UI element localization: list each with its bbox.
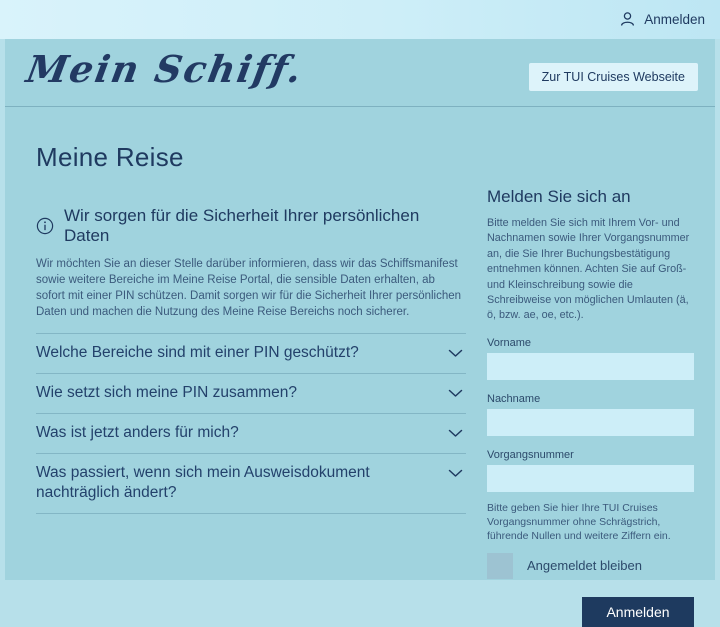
faq-item-pin-composition[interactable] (36, 374, 466, 414)
remember-me-label: Angemeldet bleiben (527, 558, 642, 574)
nachname-input[interactable] (487, 409, 694, 436)
security-notice-body: Wir möchten Sie an dieser Stelle darüber informieren, dass wir das Schiffsmanifest sowie weitere Bereiche im Meine Reise Portal, die sensible Daten erhalten, ab sofort mit einer PIN schützen. Damit sorgen wir für die Sicherheit Ihrer persönlichen Daten und machen die Nutzung des Meine Reise Bereichs noch sicherer. (36, 258, 462, 318)
vorgangsnummer-hint: Bitte geben Sie hier Ihre TUI Cruises Vorgangsnummer ohne Schrägstrich, führende Nullen und weitere Ziffern ein. (487, 501, 671, 543)
login-panel-title: Melden Sie sich an (487, 187, 631, 206)
login-panel (487, 187, 694, 627)
faq-item-whats-different[interactable] (36, 414, 466, 454)
chevron-down-icon (448, 463, 466, 483)
faq-accordion (36, 333, 466, 514)
vorname-input[interactable] (487, 353, 694, 380)
login-submit-button[interactable]: Anmelden (582, 597, 694, 627)
faq-question: Was ist jetzt anders für mich? (36, 424, 239, 441)
info-column (36, 206, 466, 514)
topbar-signin-link[interactable] (619, 0, 705, 39)
tui-cruises-website-button[interactable]: Zur TUI Cruises Webseite (529, 63, 698, 91)
nachname-label: Nachname (487, 392, 541, 405)
chevron-down-icon (448, 343, 466, 363)
faq-question: Welche Bereiche sind mit einer PIN geschützt? (36, 344, 359, 361)
vorgangsnummer-input[interactable] (487, 465, 694, 492)
user-icon (619, 11, 636, 28)
remember-me-checkbox[interactable] (487, 553, 513, 579)
page-container (5, 39, 715, 620)
remember-me-row (487, 553, 694, 579)
info-icon (36, 217, 54, 235)
faq-question: Was passiert, wenn sich mein Ausweisdokument nachträglich ändert? (36, 464, 370, 501)
vorgangsnummer-label: Vorgangsnummer (487, 448, 574, 461)
page-title: Meine Reise (36, 142, 184, 172)
login-intro-text: Bitte melden Sie sich mit Ihrem Vor- und Nachnamen sowie Ihrer Vorgangsnummer an, die Sie Ihrer Buchungsbestätigung entnehmen können. Achten Sie auf Groß- und Kleinschreibung sowie die Schreibweise von möglichen Umlauten (ä, ö, bzw. ae, oe, etc.). (487, 217, 690, 322)
topbar-signin-label: Anmelden (644, 12, 705, 27)
mein-schiff-logo[interactable]: Mein Schiff. (23, 47, 307, 91)
top-bar (0, 0, 720, 39)
faq-question: Wie setzt sich meine PIN zusammen? (36, 384, 298, 401)
vorname-label: Vorname (487, 336, 532, 349)
faq-item-document-change[interactable] (36, 454, 466, 514)
site-header (5, 39, 715, 107)
chevron-down-icon (448, 383, 466, 403)
security-notice-header (36, 206, 466, 246)
security-notice-title: Wir sorgen für die Sicherheit Ihrer persönlichen Daten (64, 206, 420, 245)
chevron-down-icon (448, 423, 466, 443)
faq-item-pin-protected-areas[interactable] (36, 334, 466, 374)
